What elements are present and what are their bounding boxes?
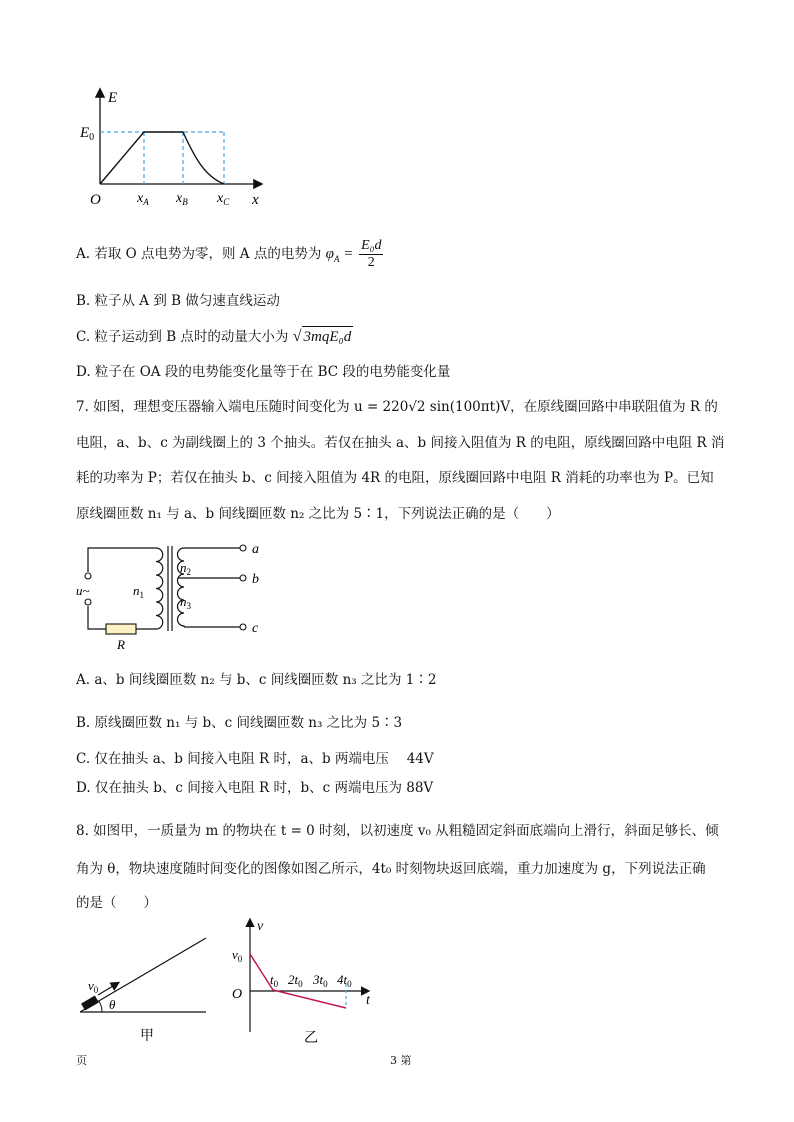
terminal-c — [240, 624, 246, 630]
q7-option-d: D. 仅在抽头 b、c 间接入电阻 R 时，b、c 两端电压为 88V — [76, 780, 434, 796]
primary-wire-bottom — [88, 606, 106, 629]
n2-label: $n_2$ — [180, 560, 191, 577]
terminal-a-label: a — [252, 542, 259, 557]
q6-option-a: A. 若取 O 点电势为零，则 A 点的电势为 $\varphi_A$ = $\frac{\text{E₀d}}{2}$ — [76, 238, 382, 270]
e-curve — [100, 132, 224, 184]
caption-yi: 乙 — [304, 1031, 318, 1046]
t3-label: $3t_0$ — [313, 972, 328, 989]
caption-jia: 甲 — [140, 1029, 154, 1044]
u-label: u~ — [76, 583, 90, 598]
xa-label: $x_A$ — [137, 191, 149, 207]
r-label: R — [117, 637, 125, 652]
q7-stem-line2: 电阻，a、b、c 为副线圈上的 3 个抽头。若仅在抽头 a、b 间接入阻值为 R 的电阻，原线圈回路中电阻 R 消 — [76, 435, 725, 451]
footer-page-number: 3 第 — [390, 1054, 412, 1067]
velocity-arrow — [98, 983, 118, 995]
t2-label: $2t_0$ — [288, 972, 303, 989]
terminal-a — [240, 545, 246, 551]
xb-label: $x_B$ — [176, 191, 188, 207]
xc-label: $x_C$ — [217, 191, 230, 207]
primary-wire-top — [88, 548, 156, 572]
input-terminal-top — [85, 573, 91, 579]
t-axis-label: t — [366, 993, 370, 1008]
incline-line — [80, 938, 206, 1012]
e0-label: $E_0$ — [80, 125, 95, 143]
q8-stem-line3: 的是（ ） — [76, 895, 157, 911]
transformer-circuit — [76, 536, 276, 654]
potential-fraction: $\frac{\text{E₀d}}{2}$ — [361, 238, 382, 270]
v0-axis-label: $v_0$ — [232, 947, 243, 964]
resistor-r — [106, 624, 136, 634]
n1-label: $n_1$ — [133, 583, 144, 600]
input-terminal-bottom — [85, 599, 91, 605]
q8-stem-line2: 角为 θ，物块速度随时间变化的图像如图乙所示，4t₀ 时刻物块返回底端，重力加速度为 g，下列说法正确 — [76, 861, 706, 877]
theta-label: θ — [109, 997, 116, 1012]
theta-arc — [99, 1001, 102, 1012]
primary-coil — [156, 548, 163, 629]
q7-option-b: B. 原线圈匝数 n₁ 与 b、c 间线圈匝数 n₃ 之比为 5∶3 — [76, 715, 403, 731]
v0-label: $v_0$ — [88, 978, 99, 995]
q6-option-b: B. 粒子从 A 到 B 做匀速直线运动 — [76, 293, 280, 309]
block — [81, 996, 99, 1011]
q7-stem-line4: 原线圈匝数 n₁ 与 a、b 间线圈匝数 n₂ 之比为 5∶1，下列说法正确的是（ ） — [76, 506, 560, 522]
q7-stem-line3: 耗的功率为 P；若仅在抽头 b、c 间接入阻值为 4R 的电阻，原线圈回路中电阻 R 消耗的功率也为 P。已知 — [76, 470, 714, 486]
q7-stem-line1: 7. 如图，理想变压器输入端电压随时间变化为 u = 220√2 sin(100πt)V，在原线圈回路中串联阻值为 R 的 — [76, 399, 718, 415]
terminal-c-label: c — [252, 621, 259, 636]
origin-label: O — [90, 192, 101, 208]
v-axis-label: v — [257, 919, 264, 934]
incline-figure — [76, 928, 216, 1046]
e-x-graph — [76, 84, 276, 214]
q6-option-c: C. 粒子运动到 B 点时的动量大小为 √ 3mqE₀d — [76, 328, 352, 345]
t4-label: $4t_0$ — [337, 972, 352, 989]
q6-option-d: D. 粒子在 OA 段的电势能变化量等于在 BC 段的电势能变化量 — [76, 364, 451, 380]
n3-label: $n_3$ — [180, 594, 191, 611]
y-axis-label: E — [108, 90, 118, 106]
origin-label: O — [232, 987, 243, 1002]
terminal-b-label: b — [252, 572, 259, 587]
footer-left: 页 — [76, 1054, 87, 1067]
momentum-sqrt: 3mqE₀d — [302, 326, 354, 347]
t0-label: $t_0$ — [270, 972, 279, 989]
terminal-b — [240, 575, 246, 581]
q8-stem-line1: 8. 如图甲，一质量为 m 的物块在 t = 0 时刻，以初速度 v₀ 从粗糙固定斜面底端向上滑行，斜面足够长、倾 — [76, 823, 719, 839]
vt-graph — [228, 914, 388, 1048]
q7-option-a: A. a、b 间线圈匝数 n₂ 与 b、c 间线圈匝数 n₃ 之比为 1∶2 — [76, 672, 437, 688]
x-axis-label: x — [252, 192, 259, 208]
q7-option-c: C. 仅在抽头 a、b 间接入电阻 R 时，a、b 两端电压 44V — [76, 751, 434, 767]
